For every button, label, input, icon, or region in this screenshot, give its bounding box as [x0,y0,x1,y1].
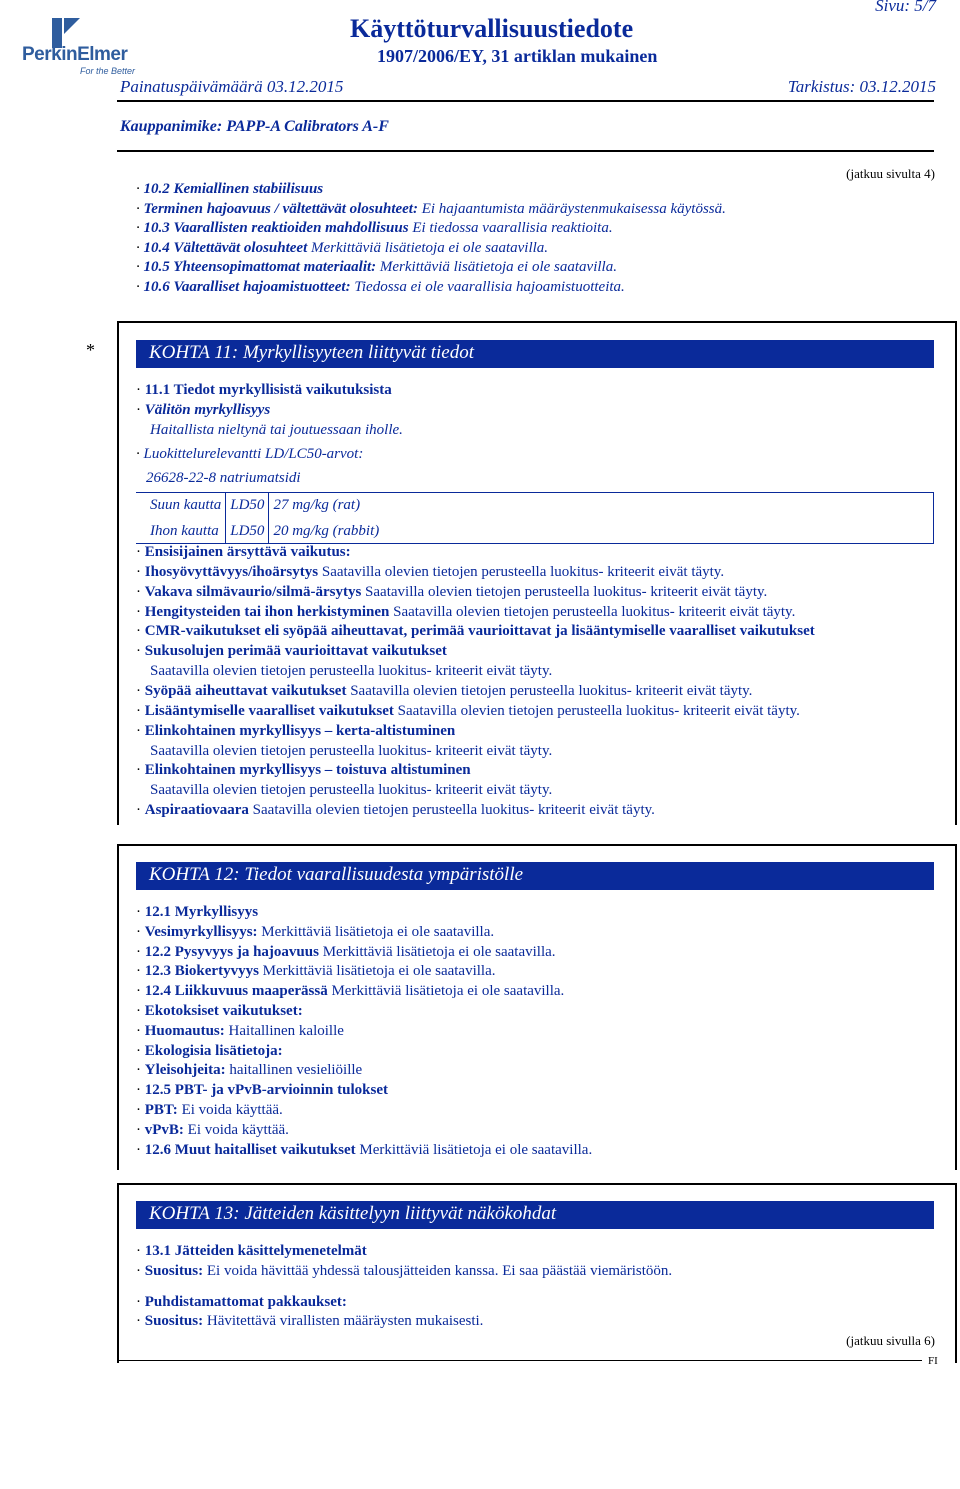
item-label: Ekologisia lisätietoja: [144,1042,283,1059]
item-text: Merkittäviä lisätietoja ei ole saatavilla. [307,239,549,256]
item-text: Merkittäviä lisätietoja ei ole saatavilla. [257,923,495,940]
item-label: Ensisijainen ärsyttävä vaikutus: [144,544,351,560]
route-cell: Suun kautta [146,492,226,518]
list-item [136,201,726,218]
route-cell: Ihon kautta [146,518,226,544]
item-text: Ei tiedossa vaarallisia reaktioita. [408,220,613,237]
bullet-dot: · [136,904,145,920]
footer-rule [117,1360,922,1361]
section-12-title: KOHTA 12: Tiedot vaarallisuudesta ympäristölle [149,864,524,885]
document-title: Käyttöturvallisuustiedote [350,14,634,43]
header-divider [117,100,934,102]
page-number: Sivu: 5/7 [875,0,936,15]
list-item [136,604,795,621]
item-label: Aspiraatiovaara [144,802,249,819]
list-item [136,623,815,640]
bullet-dot: · [136,1082,145,1099]
item-label: Hengitysteiden tai ihon herkistyminen [144,603,390,620]
value-cell: 20 mg/kg (rabbit) [273,522,380,539]
logo-wordmark: PerkinElmer [22,44,128,65]
bullet-dot: · [136,983,145,1000]
item-label: Puhdistamattomat pakkaukset: [144,1294,347,1310]
list-item [136,1142,592,1159]
list-item [136,1313,483,1330]
bullet-dot: · [136,1102,145,1118]
print-date: Painatuspäivämäärä 03.12.2015 [120,77,344,96]
item-text: Merkittäviä lisätietoja ei ole saatavilla. [376,259,617,276]
list-item [136,181,323,198]
item-text: Hävitettävä virallisten määräysten mukaisesti. [203,1313,484,1329]
list-item [136,944,556,961]
item-label: Sukusolujen perimää vaurioittavat vaikutukset [144,643,447,660]
bullet-dot: · [136,1263,145,1279]
bullet-dot: · [136,1003,145,1019]
item-text: Saatavilla olevien tietojen perusteella luokitus- kriteerit eivät täyty. [393,702,800,719]
item-text: Saatavilla olevien tietojen perusteella luokitus- kriteerit eivät täyty. [361,583,768,600]
list-item [136,904,258,921]
item-label: 12.1 Myrkyllisyys [144,904,259,920]
section-13-header [136,1201,934,1229]
logo-tagline: For the Better [80,66,136,76]
list-item [150,663,552,680]
type-cell: LD50 [226,518,269,544]
list-item [136,924,494,941]
item-text: Saatavilla olevien tietojen perusteella luokitus- kriteerit eivät täyty. [318,563,725,580]
item-label: Vesimyrkyllisyys: [144,923,258,940]
bullet-dot: · [136,943,145,960]
section-12-left-rule [117,844,119,1170]
list-item [136,643,447,660]
list-item [136,220,613,237]
section-11-right-rule [955,321,957,825]
type-cell: LD50 [226,492,269,518]
item-label: Ihosyövyttävyys/ihoärsytys [144,563,319,580]
continued-to-note: (jatkuu sivulla 6) [846,1333,935,1348]
list-item [136,1082,388,1099]
bullet-dot: · [136,643,145,660]
item-text: Haitallinen kaloille [224,1022,344,1039]
item-label: 10.6 Vaaralliset hajoamistuotteet: [143,279,351,295]
item-label: 10.4 Vältettävät olosuhteet [143,239,308,256]
bullet-dot: · [136,603,145,620]
section-12-top-rule [117,844,957,846]
s11-line-4: · Luokittelurelevantti LD/LC50-arvot: [136,446,364,462]
item-label: 12.5 PBT- ja vPvB-arvioinnin tulokset [144,1082,388,1099]
bullet-dot: · [136,544,145,560]
list-item [136,240,548,257]
item-text: Merkittäviä lisätietoja ei ole saatavilla. [258,963,496,980]
bullet-dot: · [136,1141,145,1158]
list-item [136,723,455,740]
s11-substance: 26628-22-8 natriumatsidi [146,470,301,486]
item-text: Ei hajaantumista määräystenmukaisessa käytössä. [417,200,726,217]
item-text: Saatavilla olevien tietojen perusteella luokitus- kriteerit eivät täyty. [346,682,753,699]
list-item [136,1122,289,1139]
list-item [136,1294,347,1311]
bullet-dot: · [136,722,145,739]
item-label: Suositus: [144,1313,204,1329]
bullet-dot: · [136,702,145,719]
trade-name: Kauppanimike: PAPP-A Calibrators A-F [120,118,389,135]
list-item [136,762,471,779]
bullet-dot: · [136,200,144,217]
s11-line-1: · 11.1 Tiedot myrkyllisistä vaikutuksista [136,382,392,398]
item-label: CMR-vaikutukset eli syöpää aiheuttavat, perimää vaurioittavat ja lisääntymiselle vaaralliset vaikutukset [144,623,815,640]
continued-from-note: (jatkuu sivulta 4) [846,166,935,181]
bullet-dot: · [136,1121,145,1138]
item-label: Ekotoksiset vaikutukset: [144,1003,303,1019]
bullet-dot: · [136,1022,145,1039]
section-12-right-rule [955,844,957,1170]
item-label: Yleisohjeita: [144,1062,226,1079]
bullet-dot: · [136,279,144,295]
section-13-top-rule [117,1183,957,1185]
section-13-left-rule [117,1183,119,1363]
item-label: 10.2 Kemiallinen stabiilisuus [143,181,324,197]
bullet-dot: · [136,220,144,237]
list-item [136,1243,367,1260]
trade-name-divider [117,150,934,152]
bullet-dot: · [136,923,145,940]
item-text: Ei voida käyttää. [177,1102,283,1118]
list-item [136,1043,283,1060]
bullet-dot: · [136,963,145,980]
item-text: Tiedossa ei ole vaarallisia hajoamistuotteita. [350,279,625,295]
section-12-header [136,862,934,890]
value-cell: 27 mg/kg (rat) [273,496,361,513]
s11-line-2: · Välitön myrkyllisyys [136,402,271,418]
bullet-dot: · [136,623,145,640]
list-item [136,584,767,601]
table-row [146,492,383,518]
item-label: Elinkohtainen myrkyllisyys – toistuva altistuminen [144,762,471,779]
bullet-dot: · [136,1062,145,1079]
list-item [136,1062,362,1079]
list-item [136,544,351,561]
section-13-right-rule [955,1183,957,1363]
section-11-header [136,340,934,368]
item-label: 10.5 Yhteensopimattomat materiaalit: [143,259,377,276]
bullet-dot: · [136,762,145,779]
section-11-top-rule [117,321,957,323]
item-label: PBT: [144,1102,178,1118]
bullet-dot: · [136,583,145,600]
list-item [136,683,752,700]
country-code: FI [928,1355,938,1367]
item-label: 12.6 Muut haitalliset vaikutukset [144,1141,356,1158]
item-label: Lisääntymiselle vaaralliset vaikutukset [144,702,394,719]
item-text: haitallinen vesieliöille [225,1062,363,1079]
item-label: Huomautus: [144,1022,225,1039]
ld50-table [146,492,383,544]
item-label: 12.4 Liikkuvuus maaperässä [144,983,328,1000]
item-label: 13.1 Jätteiden käsittelymenetelmät [144,1243,367,1259]
list-item [150,782,552,799]
list-item [136,1102,283,1119]
list-item [136,279,625,296]
section-11-title: KOHTA 11: Myrkyllisyyteen liittyvät tiedot [149,342,475,363]
bullet-dot: · [136,1294,145,1310]
list-item [136,983,564,1000]
item-label: 10.3 Vaarallisten reaktioiden mahdollisuus [143,220,409,237]
list-item [136,963,496,980]
bullet-dot: · [136,802,145,819]
item-label: Elinkohtainen myrkyllisyys – kerta-altistuminen [144,722,456,739]
revision-marker: * [86,340,95,360]
document-subtitle: 1907/2006/EY, 31 artiklan mukainen [377,46,658,66]
item-text: Merkittäviä lisätietoja ei ole saatavilla. [355,1141,593,1158]
bullet-dot: · [136,563,145,580]
list-item [136,802,655,819]
bullet-dot: · [136,682,145,699]
bullet-dot: · [136,1313,145,1329]
item-label: Suositus: [144,1263,204,1279]
list-item [136,1263,672,1280]
item-text: Merkittäviä lisätietoja ei ole saatavilla. [327,983,565,1000]
table-row [146,518,383,544]
revision-date: Tarkistus: 03.12.2015 [787,77,936,96]
list-item [150,743,552,760]
bullet-dot: · [136,239,144,256]
item-label: Vakava silmävaurio/silmä-ärsytys [144,583,362,600]
item-label: 12.3 Biokertyvyys [144,963,259,980]
list-item [136,259,617,276]
bullet-dot: · [136,1042,145,1059]
list-item [136,703,800,720]
list-item [136,564,724,581]
item-text: Ei voida käyttää. [183,1121,289,1138]
list-item [136,1003,303,1020]
bullet-dot: · [136,1243,145,1259]
item-text: Saatavilla olevien tietojen perusteella luokitus- kriteerit eivät täyty. [389,603,796,620]
section-13-title: KOHTA 13: Jätteiden käsittelyyn liittyvät näkökohdat [149,1203,557,1224]
item-text: Saatavilla olevien tietojen perusteella luokitus- kriteerit eivät täyty. [150,663,553,680]
section-11-left-rule [117,321,119,825]
item-text: Saatavilla olevien tietojen perusteella luokitus- kriteerit eivät täyty. [150,742,553,759]
item-text: Ei voida hävittää yhdessä talousjätteiden kanssa. Ei saa päästää viemäristöön. [203,1263,673,1279]
bullet-dot: · [136,259,144,276]
item-text: Merkittäviä lisätietoja ei ole saatavilla. [318,943,556,960]
s11-line-3: Haitallista nieltynä tai joutuessaan iholle. [150,422,403,438]
item-text: Saatavilla olevien tietojen perusteella luokitus- kriteerit eivät täyty. [248,802,655,819]
list-item [136,1023,344,1040]
item-label: Syöpää aiheuttavat vaikutukset [144,682,347,699]
item-label: vPvB: [144,1121,184,1138]
item-text: Saatavilla olevien tietojen perusteella luokitus- kriteerit eivät täyty. [150,782,553,799]
bullet-dot: · [136,181,144,197]
item-label: Terminen hajoavuus / vältettävät olosuhteet: [143,200,418,217]
item-label: 12.2 Pysyvyys ja hajoavuus [144,943,319,960]
